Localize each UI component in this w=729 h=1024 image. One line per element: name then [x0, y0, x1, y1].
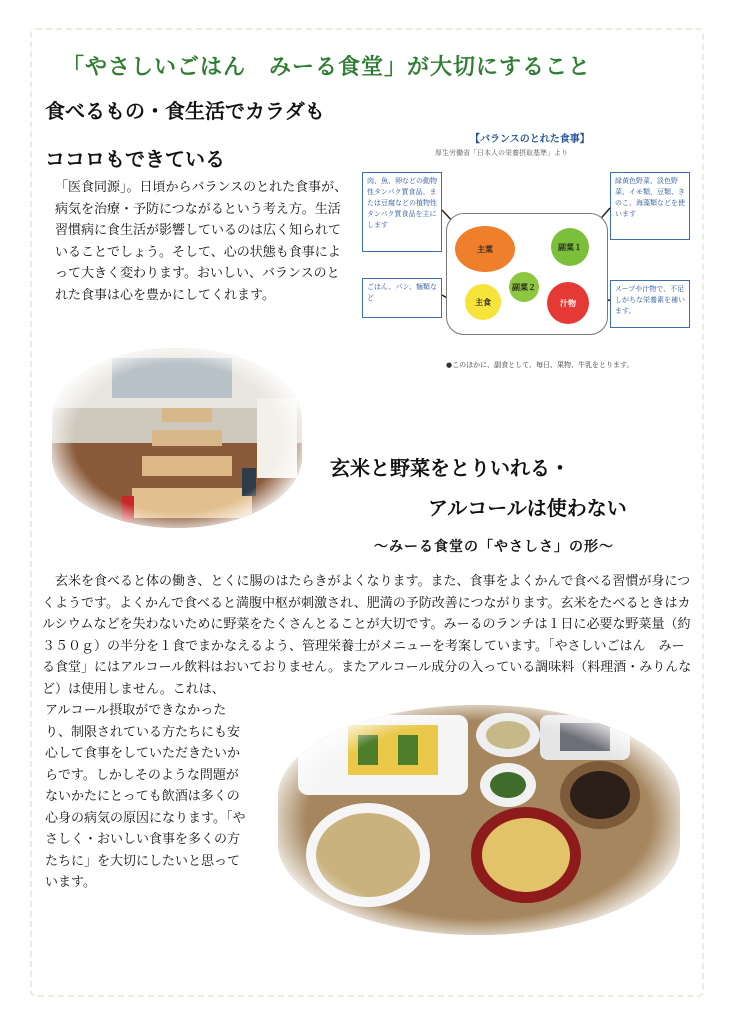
- plate: [446, 213, 608, 335]
- diagram-title: 【バランスのとれた食事】: [470, 134, 590, 145]
- section1-heading-line2: ココロもできている: [45, 147, 225, 171]
- section2-paragraph1: 玄米を食べると体の働き、とくに腸のはたらきがよくなります。また、食事をよくかんで食べる習慣が身につくようです。よくかんで食べると満腹中枢が刺激され、肥満の予防改善につながります。玄米をたべるときはカルシウムなどを失わないために野菜をたくさんとることが大切です。みーるのランチは１日に必要な野菜量（約３５０ｇ）の半分を１食でまかなえるよう、管理栄養士がメニューを考案しています。「やさしいごはん みーる食堂」にはアルコール飲料はおいておりません。またアルコール成分の入っている調味料（料理酒・みりんなど）は使用しません。これは、: [42, 574, 692, 697]
- balanced-meal-diagram: [360, 130, 690, 375]
- dish-side2: 副菜２: [509, 272, 539, 302]
- diagram-note: ●このほかに、副食として、毎日、果物、牛乳をとります。: [446, 361, 634, 369]
- section1-paragraph: 「医食同源」。日頃からバランスのとれた食事が、病気を治療・予防につながるという考え方。生活習慣病に食生活が影響しているのは広く知られていることでしょう。そして、心の状態も食事によって大きく変わります。おいしい、バランスのとれた食事は心を豊かにしてくれます。: [55, 180, 348, 303]
- cafeteria-photo: [52, 348, 302, 528]
- dish-main: 主菜: [455, 226, 515, 272]
- section2-heading-line1: 玄米と野菜をとりいれる・: [330, 456, 570, 480]
- dish-side1: 副菜１: [551, 228, 589, 266]
- lunch-photo: [278, 705, 680, 935]
- section2-paragraph2: アルコール摂取ができなかったり、制限されている方たちにも安心して食事をしていただきたいからです。しかしそのような問題がないかたにとっても飲酒は多くの心身の病気の原因になります。「やさしく・おいしい食事を多くの方たちに」を大切にしたいと思っています。: [45, 703, 246, 890]
- dish-soup: 汁物: [547, 282, 589, 324]
- section2-heading-line2: アルコールは使わない: [428, 496, 627, 520]
- protein-box: 肉、魚、卵などの動物性タンパク質食品、または豆腐などの植物性タンパク質食品を主にします: [362, 172, 442, 252]
- grain-box: ごはん、パン、麺類など: [362, 278, 442, 318]
- diagram-subtitle: 厚生労働省「日本人の栄養摂取基準」より: [435, 149, 568, 157]
- section2-subheading: ～みーる食堂の「やさしさ」の形～: [374, 539, 614, 555]
- vegetables-box: 緑黄色野菜、淡色野菜、イモ類、豆類、きのこ、海藻類などを使います: [610, 172, 690, 240]
- section1-heading-line1: 食べるもの・食生活でカラダも: [45, 99, 325, 123]
- page-title: 「やさしいごはん みーる食堂」が大切にすること: [62, 55, 592, 80]
- dish-staple: 主食: [465, 284, 501, 320]
- soup-box: スープや汁物で、不足しがちな栄養素を補います。: [610, 280, 690, 328]
